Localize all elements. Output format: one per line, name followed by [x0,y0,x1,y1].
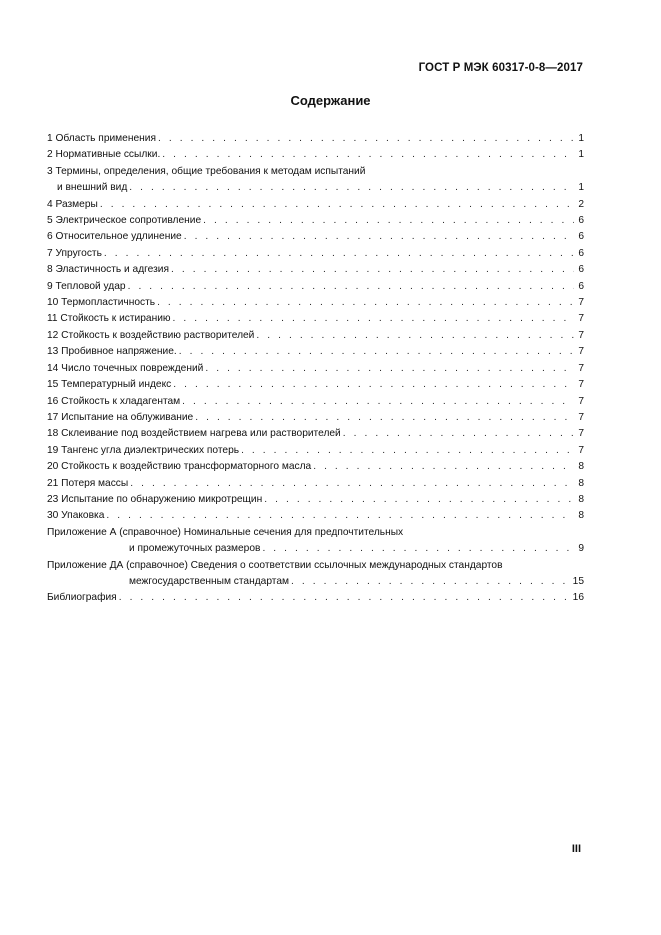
toc-entry-page: 7 [578,411,584,423]
leader-dots [184,229,574,245]
toc-entry-20[interactable] [47,459,584,475]
toc-entry-30[interactable] [47,508,584,524]
leader-dots [195,410,574,426]
leader-dots [100,197,574,213]
toc-entry-11[interactable] [47,311,584,327]
toc-entry-13[interactable] [47,344,584,360]
toc-entry-label: 12 Стойкость к воздействию растворителей [47,329,255,341]
toc-entry-page: 8 [578,510,584,522]
toc-entry-label: 14 Число точечных повреждений [47,362,204,374]
leader-dots [173,377,574,393]
toc-entry-page: 7 [578,395,584,407]
toc-entry-page: 7 [578,362,584,374]
toc-entry-label: 11 Стойкость к истиранию [47,313,171,325]
toc-entry-23[interactable] [47,492,584,508]
toc-entry-label: 18 Склеивание под воздействием нагрева или растворителей [47,428,341,440]
toc-entry-label: 19 Тангенс угла диэлектрических потерь [47,444,240,456]
toc-entry-17[interactable] [47,410,584,426]
toc-entry-label: 13 Пробивное напряжение. [47,346,177,358]
toc-entry-page: 7 [578,313,584,325]
document-code: ГОСТ Р МЭК 60317-0-8—2017 [418,62,583,74]
toc-entry-label: межгосударственным стандартам [129,575,289,587]
toc-entry-page: 7 [578,329,584,341]
toc-entry-page: 1 [578,133,584,144]
toc-entry-21[interactable] [47,476,584,492]
toc-entry-label: 21 Потеря массы [47,477,129,489]
leader-dots [241,443,574,459]
leader-dots [343,426,574,442]
toc-entry-page: 8 [578,477,584,489]
toc-entry-label-line1: Приложение А (справочное) Номинальные сечения для предпочтительных [47,526,404,538]
leader-dots [291,574,571,590]
page-number: III [571,843,581,855]
toc-entry-label: 23 Испытание по обнаружению микротрещин [47,493,263,505]
leader-dots [205,361,574,377]
toc-entry-page: 6 [578,247,584,259]
toc-entry-15[interactable] [47,377,584,393]
toc-entry-label: и внешний вид [57,182,128,194]
leader-dots [157,295,574,311]
toc-entry-page: 1 [578,149,584,161]
leader-dots [106,508,574,524]
toc-entry-page: 7 [578,444,584,456]
leader-dots [262,541,574,557]
toc-entry-label: 30 Упаковка [47,510,105,522]
toc-entry-8[interactable] [47,262,584,278]
toc-entry-5[interactable] [47,213,584,229]
toc-entry-2[interactable] [47,147,584,163]
toc-entry-page: 2 [578,198,584,210]
leader-dots [119,590,571,606]
toc-entry-page: 16 [572,592,584,604]
toc-entry-label: 15 Температурный индекс [47,379,172,391]
toc-entry-12[interactable] [47,328,584,344]
leader-dots [129,180,574,196]
toc-entry-label: 2 Нормативные ссылки. [47,149,161,161]
toc-entry-label: и промежуточных размеров [129,543,261,555]
toc-entry-bibliography[interactable] [47,590,584,606]
toc-entry-appendix-a[interactable] [47,525,584,558]
toc-entry-7[interactable] [47,246,584,262]
leader-dots [256,328,574,344]
leader-dots [313,459,574,475]
toc-entry-page: 6 [578,215,584,227]
toc-entry-page: 6 [578,231,584,243]
toc-entry-label: 4 Размеры [47,198,98,210]
leader-dots [158,131,574,147]
toc-entry-label: 10 Термопластичность [47,297,156,309]
page-title: Содержание [290,93,371,108]
leader-dots [173,311,574,327]
toc-entry-label: 8 Эластичность и адгезия [47,264,169,276]
toc-entry-page: 7 [578,428,584,440]
toc-entry-label: Библиография [47,592,117,604]
toc-entry-18[interactable] [47,426,584,442]
leader-dots [130,476,574,492]
toc-entry-label: 1 Область применения [47,133,156,144]
toc-entry-page: 7 [578,379,584,391]
leader-dots [162,147,574,163]
toc-entry-16[interactable] [47,394,584,410]
toc-entry-appendix-da[interactable] [47,558,584,591]
leader-dots [171,262,574,278]
toc-entry-page: 6 [578,280,584,292]
toc-entry-label: 9 Тепловой удар [47,280,126,292]
toc-entry-label-line1: Приложение ДА (справочное) Сведения о соответствии ссылочных международных стандартов [47,559,503,571]
table-of-contents [47,131,584,607]
toc-entry-3[interactable] [47,164,584,197]
toc-entry-page: 8 [578,493,584,505]
toc-entry-9[interactable] [47,279,584,295]
toc-entry-label: 16 Стойкость к хладагентам [47,395,181,407]
leader-dots [182,394,574,410]
toc-entry-1[interactable] [47,131,584,147]
toc-entry-label: 5 Электрическое сопротивление [47,215,202,227]
toc-entry-page: 6 [578,264,584,276]
toc-entry-label: 17 Испытание на облуживание [47,411,194,423]
toc-entry-19[interactable] [47,443,584,459]
leader-dots [104,246,574,262]
toc-entry-label: 6 Относительное удлинение [47,231,182,243]
toc-entry-10[interactable] [47,295,584,311]
toc-entry-page: 1 [578,182,584,194]
toc-entry-page: 15 [572,575,584,587]
toc-entry-page: 8 [578,461,584,473]
toc-entry-4[interactable] [47,197,584,213]
toc-entry-14[interactable] [47,361,584,377]
toc-entry-label: 20 Стойкость к воздействию трансформаторного масла [47,461,312,473]
toc-entry-page: 9 [578,543,584,555]
toc-entry-label: 7 Упругость [47,247,102,259]
toc-entry-6[interactable] [47,229,584,245]
leader-dots [179,344,574,360]
toc-entry-label-line1: 3 Термины, определения, общие требования к методам испытаний [47,165,366,177]
leader-dots [128,279,574,295]
toc-entry-page: 7 [578,346,584,358]
leader-dots [264,492,574,508]
toc-entry-page: 7 [578,297,584,309]
leader-dots [203,213,574,229]
